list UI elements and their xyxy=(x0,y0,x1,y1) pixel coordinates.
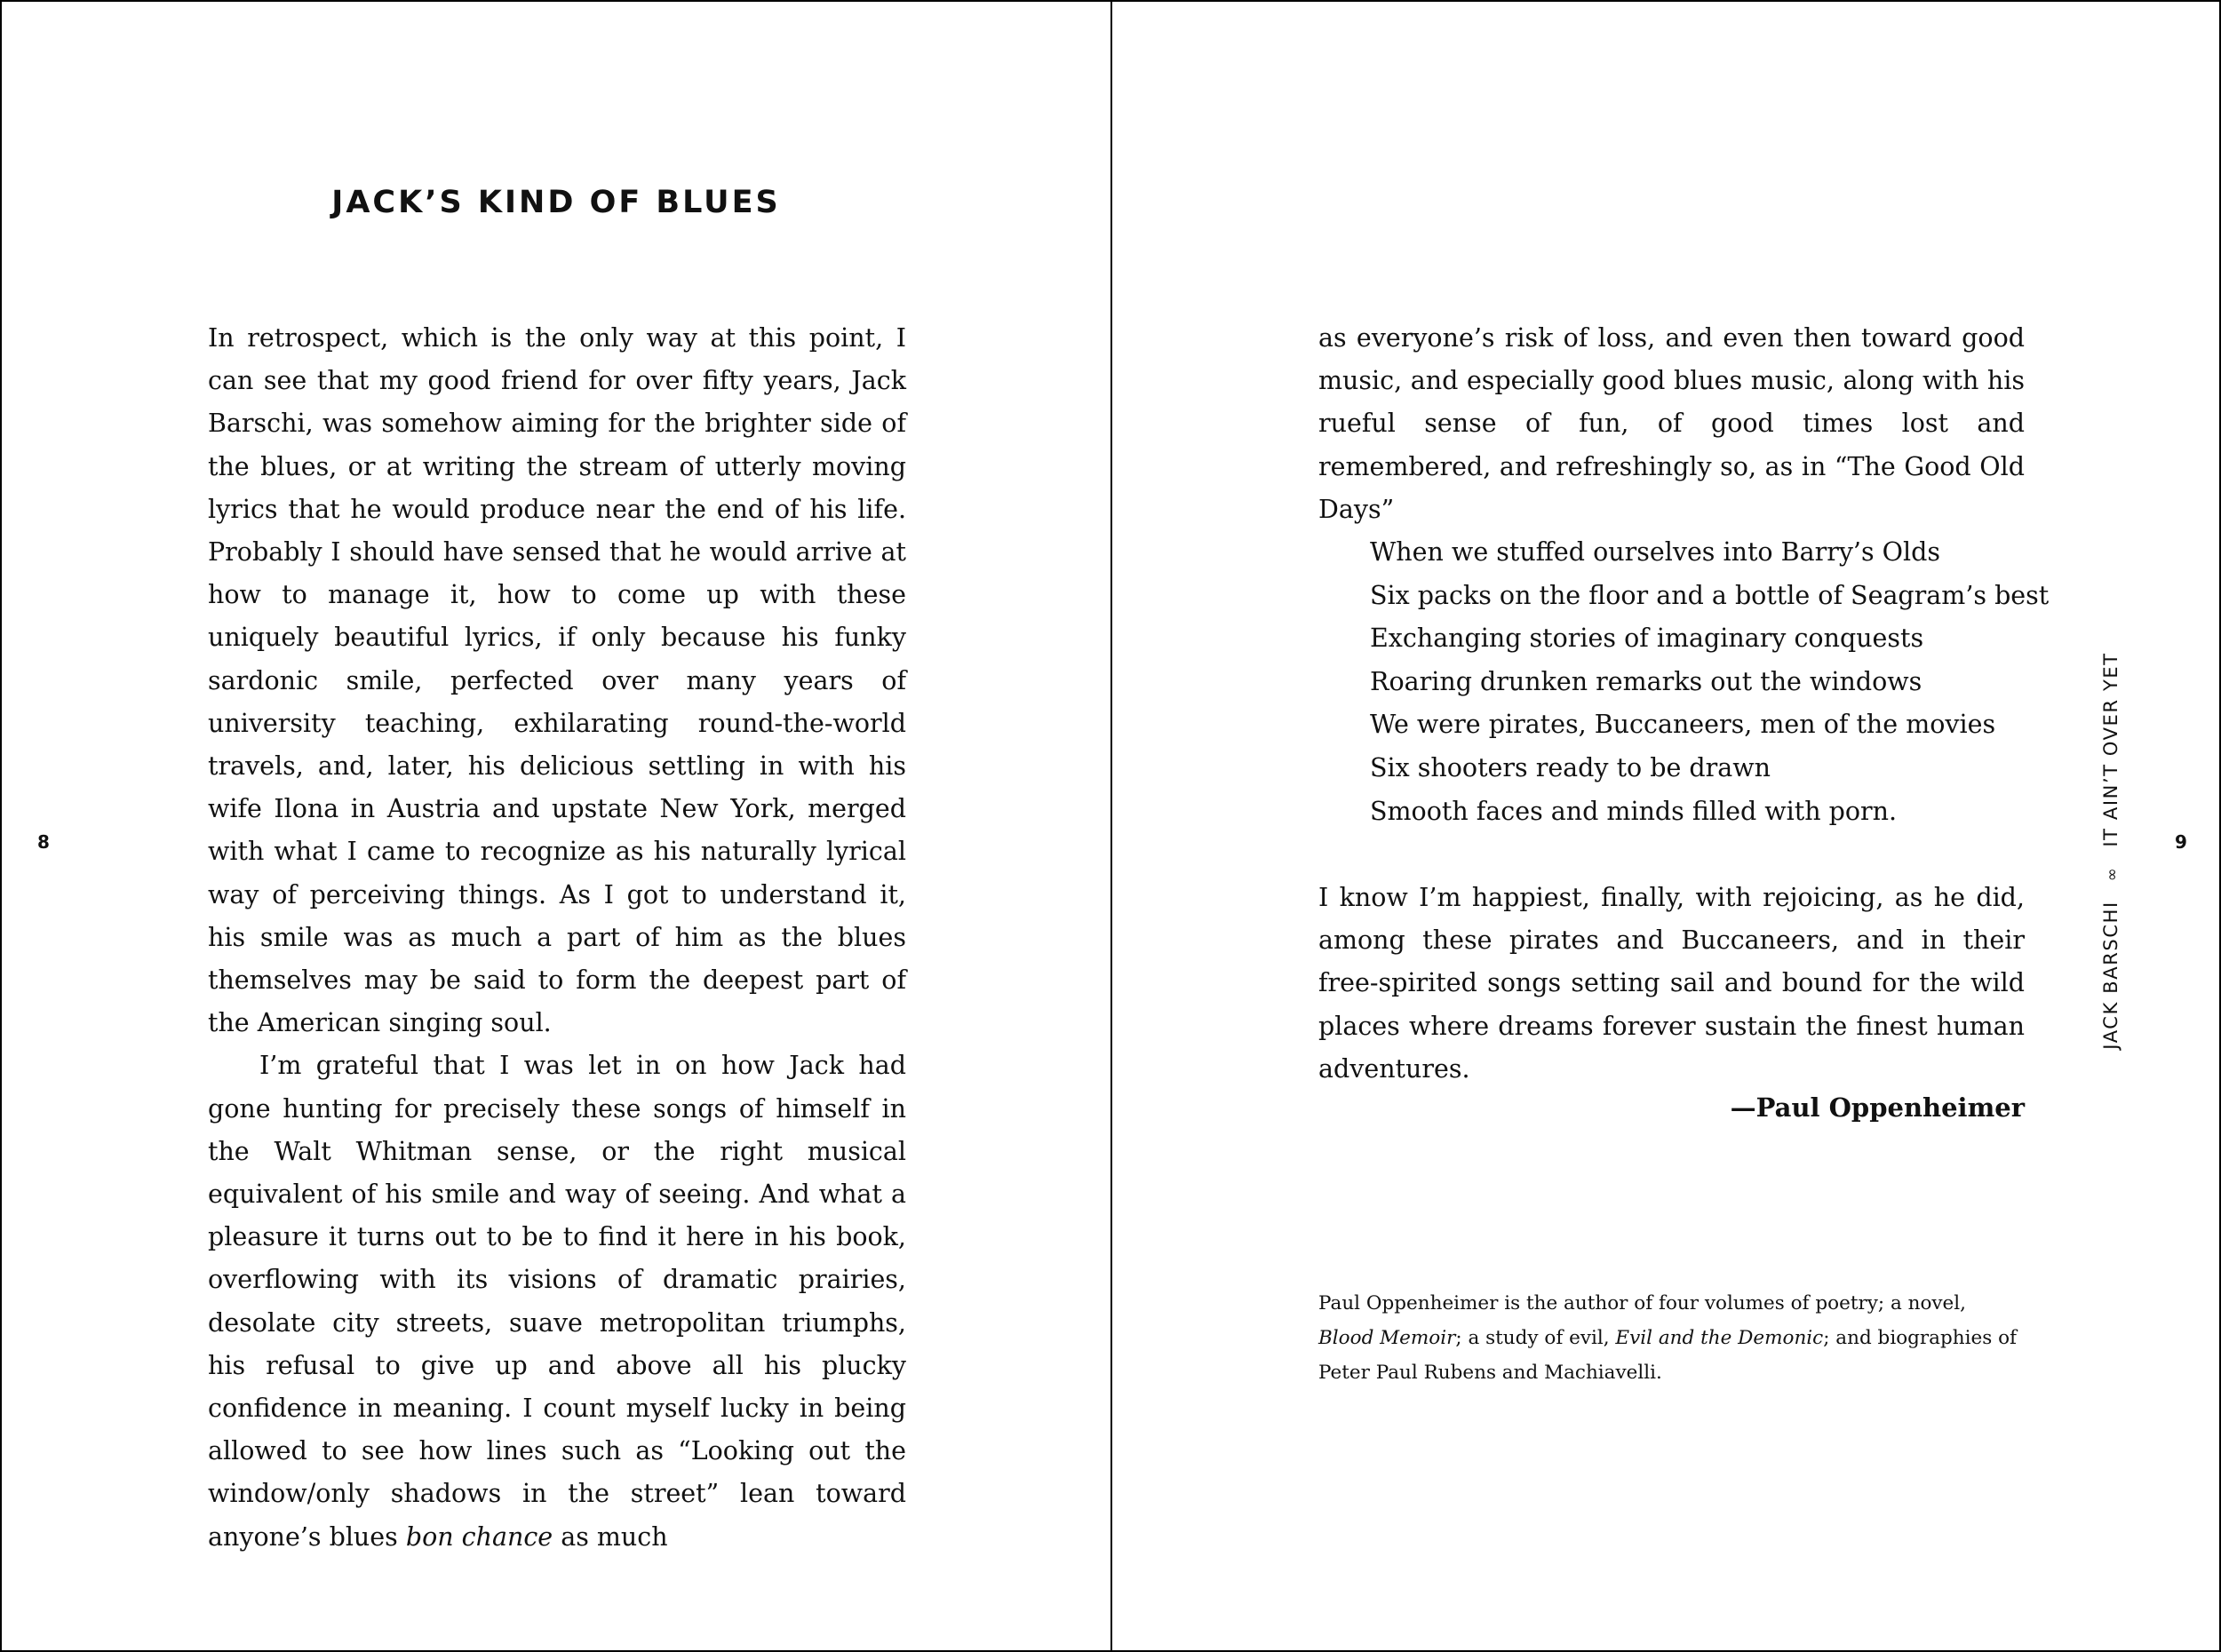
italic-phrase: bon chance xyxy=(405,1521,553,1552)
chapter-title: JACK’S KIND OF BLUES xyxy=(331,185,781,220)
bio-text: ; a study of evil, xyxy=(1455,1327,1616,1349)
bio-title-italic: Blood Memoir xyxy=(1318,1327,1456,1349)
author-signature: —Paul Oppenheimer xyxy=(1730,1092,2025,1123)
running-head-text xyxy=(2100,652,2121,1049)
page-number-right: 9 xyxy=(2175,831,2187,853)
poem-line: Roaring drunken remarks out the windows xyxy=(1370,666,1922,696)
infinity-ornament-icon: ∞ xyxy=(2103,866,2121,882)
left-page xyxy=(2,2,1110,1650)
running-head-title: IT AIN’T OVER YET xyxy=(2100,652,2121,847)
essay-paragraph-2 xyxy=(208,1044,906,1558)
paragraph-1-text: In retrospect, which is the only way at this point, I can see that my good friend for over fifty years, Jack Barschi, was somehow aiming for the brighter side of the blues, or at writing the stream of utterly moving lyrics that he would produce near the end of his life. Probably I should have sensed that he would arrive at how to manage it, how to come up with these uniquely beautiful lyrics, if only because his funky sardonic smile, perfected over many years of university teaching, exhilarating round-the-world travels, and, later, his delicious settling in with his wife Ilona in Austria and upstate New York, merged with what I came to recognize as his naturally lyrical way of perceiving things. As I got to understand it, his smile was as much a part of him as the blues themselves may be said to form the deepest part of the American singing soul. xyxy=(208,323,906,1038)
bio-text: ; and biographies of Peter Paul Rubens and Machiavelli. xyxy=(1318,1327,2017,1384)
bio-text: Paul Oppenheimer is the author of four volumes of poetry; a novel, xyxy=(1318,1292,1966,1314)
paragraph-2-tail: as much xyxy=(553,1521,668,1552)
bio-title-italic: Evil and the Demonic xyxy=(1615,1327,1824,1349)
author-bio xyxy=(1318,1286,2025,1390)
poem-line: We were pirates, Buccaneers, men of the movies xyxy=(1370,710,1996,740)
paragraph-2-text: I’m grateful that I was let in on how Jack had gone hunting for precisely these songs of himself in the Walt Whitman sense, or the right musical equivalent of his smile and way of seeing. And what a pleasure it turns out to be to find it here in his book, overflowing with its visions of dramatic prairies, desolate city streets, suave metropolitan triumphs, his refusal to give up and above all his plucky confidence in meaning. I count myself lucky in being allowed to see how lines such as “Looking out the window/only shadows in the street” lean toward anyone’s blues xyxy=(208,1051,906,1552)
essay-body-right xyxy=(1318,317,2025,531)
poem-line: Smooth faces and minds filled with porn. xyxy=(1370,796,1898,826)
poem-line: Six shooters ready to be drawn xyxy=(1370,752,1771,782)
continued-paragraph: as everyone’s risk of loss, and even then toward good music, and especially good blues music, along with his rueful sense of fun, of good times lost and remembered, and refreshingly so, as in “The Good Old Days” xyxy=(1318,323,2025,524)
running-head-author: JACK BARSCHI xyxy=(2100,901,2121,1050)
closing-paragraph: I know I’m happiest, finally, with rejoicing, as he did, among these pirates and Buccaneers, and in their free-spirited songs setting sail and bound for the wild places where dreams forever sustain the finest human adventures. xyxy=(1318,883,2025,1084)
right-page xyxy=(1112,2,2219,1650)
poem-line: When we stuffed ourselves into Barry’s Olds xyxy=(1370,537,1941,567)
essay-paragraph-1 xyxy=(208,317,906,1044)
essay-body-left xyxy=(208,317,906,1559)
closing-body xyxy=(1318,877,2025,1091)
poem-line: Six packs on the floor and a bottle of Seagram’s best xyxy=(1370,580,2050,610)
page-number-left: 8 xyxy=(37,831,50,853)
poem-line: Exchanging stories of imaginary conquests xyxy=(1370,623,1924,654)
poem-excerpt xyxy=(1370,531,2049,833)
